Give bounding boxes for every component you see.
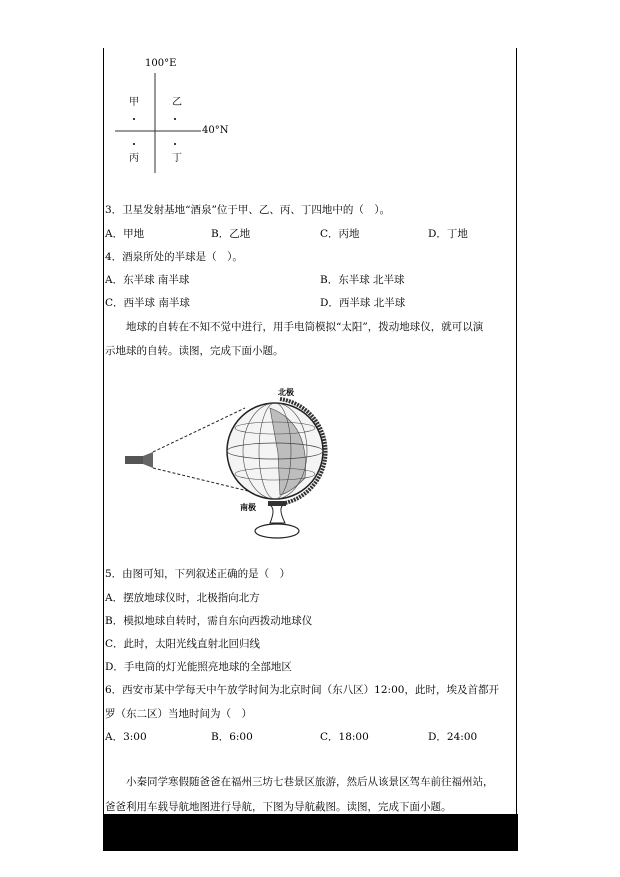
q6-option-c: C．18:00 <box>320 731 369 743</box>
passage2-line2: 爸爸利用车载导航地图进行导航，下图为导航截图。读图，完成下面小题。 <box>105 801 452 813</box>
point-ding: 丁 <box>172 153 182 164</box>
passage1-line1: 地球的自转在不知不觉中进行，用手电筒模拟“太阳”，拨动地球仪，就可以演 <box>126 321 484 333</box>
q4-option-d: D．西半球 北半球 <box>320 297 406 309</box>
globe-flashlight-figure <box>120 383 330 548</box>
passage2-line1: 小秦同学寒假随爸爸在福州三坊七巷景区旅游，然后从该景区驾车前往福州站， <box>126 776 494 788</box>
q5-option-a: A．摆放地球仪时，北极指向北方 <box>105 592 260 604</box>
point-bing: 丙 <box>129 153 139 164</box>
passage1-line2: 示地球的自转。读图，完成下面小题。 <box>105 345 284 357</box>
q3-option-c: C．丙地 <box>320 228 360 240</box>
q4-option-a: A．东半球 南半球 <box>105 274 190 286</box>
lat-long-diagram <box>105 55 245 175</box>
q6-stem-line1: 6．西安市某中学每天中午放学时间为北京时间（东八区）12:00，此时，埃及首都开 <box>105 684 499 696</box>
q6-option-b: B．6:00 <box>211 731 253 743</box>
black-image-bar <box>103 814 518 851</box>
q3-option-b: B．乙地 <box>211 228 251 240</box>
parallel-label: 40°N <box>202 125 229 136</box>
north-pole-label: 北极 <box>278 387 294 397</box>
q4-stem: 4．酒泉所处的半球是（ ）。 <box>105 251 243 263</box>
globe-illustration <box>120 383 330 548</box>
q6-option-d: D．24:00 <box>428 731 478 743</box>
q5-option-d: D．手电筒的灯光能照亮地球的全部地区 <box>105 661 292 673</box>
q5-option-c: C．此时，太阳光线直射北回归线 <box>105 638 261 650</box>
south-pole-label: 南极 <box>240 502 256 512</box>
q5-stem: 5．由图可知，下列叙述正确的是（ ） <box>105 568 291 580</box>
q6-option-a: A．3:00 <box>105 731 147 743</box>
q4-option-c: C．西半球 南半球 <box>105 297 190 309</box>
q3-option-a: A．甲地 <box>105 228 145 240</box>
meridian-label: 100°E <box>145 58 177 69</box>
q3-stem: 3．卫星发射基地“酒泉”位于甲、乙、丙、丁四地中的（ ）。 <box>105 204 391 216</box>
q5-option-b: B．模拟地球自转时，需自东向西拨动地球仪 <box>105 615 313 627</box>
point-jia: 甲 <box>129 97 139 108</box>
q4-option-b: B．东半球 北半球 <box>320 274 405 286</box>
q3-option-d: D．丁地 <box>428 228 468 240</box>
q6-stem-line2: 罗（东二区）当地时间为（ ） <box>105 708 252 720</box>
flashlight-icon <box>125 456 143 464</box>
point-yi: 乙 <box>172 97 182 108</box>
